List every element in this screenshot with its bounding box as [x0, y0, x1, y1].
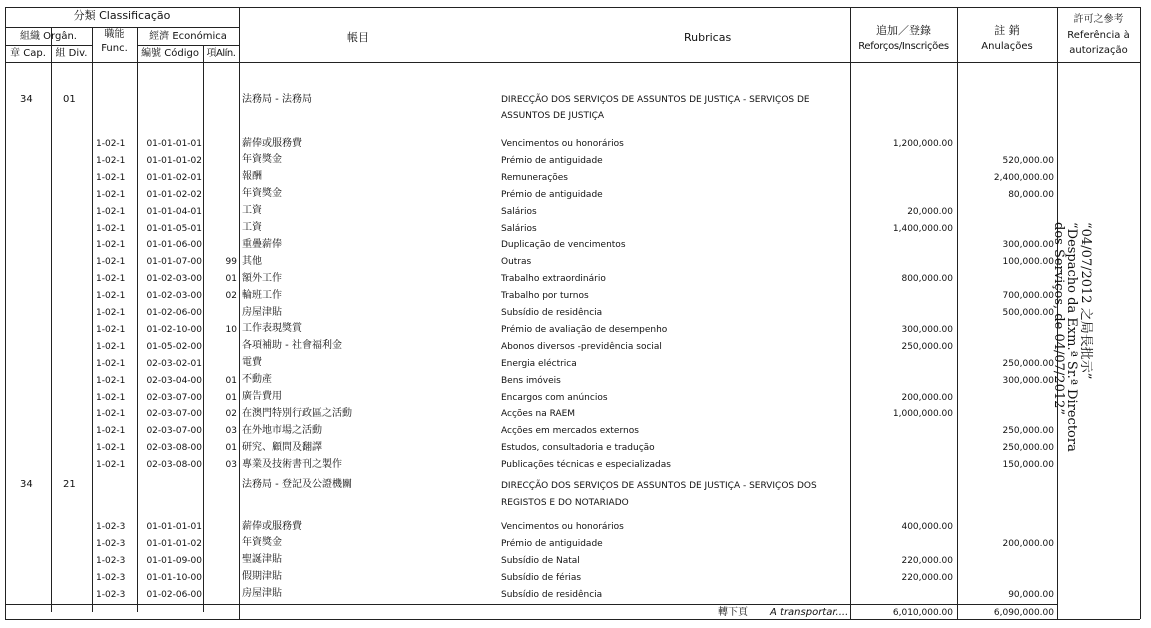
header-codigo: 編號 Código: [141, 48, 199, 59]
row-func: 1-02-1: [96, 341, 126, 352]
grid-line: [5, 7, 1140, 8]
row-code: 02-03-07-00: [146, 426, 202, 437]
row-rubrica-pt: Encargos com anúncios: [501, 392, 608, 403]
row-rubrica-pt: Outras: [501, 257, 532, 268]
row-code: 02-03-04-00: [146, 375, 202, 386]
row-rubrica-zh: 工資: [242, 222, 262, 233]
row-code: 01-02-03-00: [146, 291, 202, 302]
row-anulacoes: 90,000.00: [1008, 589, 1054, 600]
row-rubrica-zh: 額外工作: [242, 272, 282, 284]
row-rubrica-pt: Subsídio de Natal: [501, 555, 580, 566]
row-rubrica-zh: 電費: [242, 357, 262, 369]
row-rubrica-zh: 年資獎金: [242, 188, 282, 200]
grid-line: [5, 27, 239, 28]
row-func: 1-02-1: [96, 206, 126, 217]
row-func: 1-02-1: [96, 155, 126, 166]
row-rubrica-zh: 工作表現獎賞: [242, 323, 302, 335]
authorization-reference: [1051, 222, 1093, 452]
row-alinea: 03: [225, 460, 237, 471]
row-anulacoes: 250,000.00: [1002, 443, 1054, 454]
row-rubrica-zh: 研究、顧問及翻譯: [242, 441, 322, 453]
row-func: 1-02-3: [96, 589, 126, 600]
footer-total-anulacoes: 6,090,000.00: [993, 608, 1054, 618]
row-code: 02-03-02-01: [146, 358, 202, 369]
row-func: 1-02-3: [96, 572, 126, 583]
row-code: 02-03-07-00: [146, 409, 202, 420]
row-code: 01-02-06-00: [146, 308, 202, 318]
group-name-zh: 法務局 - 登記及公證機關: [242, 479, 352, 490]
row-code: 01-01-02-02: [146, 189, 202, 200]
row-code: 01-01-04-01: [146, 206, 202, 217]
row-rubrica-pt: Remunerações: [501, 172, 568, 183]
group-capitulo: 34: [20, 479, 33, 490]
row-anulacoes: 520,000.00: [1002, 155, 1054, 166]
row-rubrica-zh: 在外地市場之活動: [242, 424, 322, 436]
row-code: 01-01-09-00: [146, 555, 202, 566]
row-func: 1-02-1: [96, 223, 126, 234]
row-func: 1-02-1: [96, 172, 126, 183]
row-code: 01-01-01-01: [146, 139, 202, 149]
row-anulacoes: 2,400,000.00: [993, 172, 1054, 183]
row-rubrica-zh: 聖誕津貼: [242, 554, 282, 566]
header-reforcos-pt: Reforços/Inscrições: [858, 41, 949, 52]
row-alinea: 03: [225, 426, 237, 437]
row-reforcos: 1,000,000.00: [892, 409, 953, 420]
row-reforcos: 220,000.00: [901, 555, 953, 566]
row-reforcos: 220,000.00: [901, 572, 953, 583]
row-func: 1-02-1: [96, 274, 126, 285]
row-code: 01-01-01-01: [146, 522, 202, 532]
grid-line: [1140, 7, 1141, 619]
group-divisao: 01: [63, 94, 76, 105]
header-anulacoes-pt: Anulações: [981, 41, 1033, 52]
grid-line: [5, 45, 92, 46]
row-code: 01-01-07-00: [146, 257, 202, 268]
reference-line: “04/07/2012 之局長批示”: [1078, 222, 1093, 380]
row-rubrica-pt: Vencimentos ou honorários: [501, 522, 624, 532]
row-reforcos: 200,000.00: [901, 392, 953, 403]
row-rubrica-zh: 在澳門特別行政區之活動: [242, 407, 352, 419]
row-alinea: 02: [225, 409, 237, 420]
header-referencia-zh: 許可之參考: [1073, 14, 1124, 25]
row-func: 1-02-1: [96, 409, 126, 420]
row-reforcos: 300,000.00: [901, 324, 953, 335]
row-func: 1-02-1: [96, 240, 126, 251]
row-alinea: 01: [225, 375, 237, 386]
row-func: 1-02-3: [96, 522, 126, 532]
header-organica: 組織 Orgân.: [20, 31, 77, 42]
row-rubrica-zh: 輪班工作: [242, 289, 282, 301]
row-rubrica-pt: Trabalho extraordinário: [501, 274, 606, 285]
row-alinea: 01: [225, 443, 237, 454]
row-rubrica-zh: 房屋津貼: [242, 306, 282, 318]
row-code: 01-01-06-00: [146, 240, 202, 251]
row-rubrica-pt: Salários: [501, 223, 537, 234]
row-func: 1-02-1: [96, 291, 126, 302]
footer-total-reforcos: 6,010,000.00: [892, 608, 953, 618]
row-rubrica-zh: 報酬: [242, 171, 262, 183]
grid-line: [51, 27, 52, 612]
row-rubrica-zh: 其他: [242, 255, 262, 267]
row-rubrica-pt: Subsídio de residência: [501, 589, 603, 600]
row-alinea: 01: [225, 392, 237, 403]
grid-line: [5, 619, 1140, 620]
row-anulacoes: 250,000.00: [1002, 426, 1054, 437]
group-capitulo: 34: [20, 94, 33, 105]
row-rubrica-zh: 各項補助 - 社會福利金: [242, 340, 342, 352]
row-code: 01-01-01-02: [146, 155, 202, 166]
header-funcional-pt: Func.: [101, 43, 128, 54]
row-rubrica-pt: Prémio de antiguidade: [501, 538, 603, 549]
header-rubricas-pt: Rubricas: [684, 31, 732, 44]
row-reforcos: 800,000.00: [901, 274, 953, 285]
row-func: 1-02-1: [96, 308, 126, 318]
row-rubrica-pt: Acções na RAEM: [501, 409, 576, 420]
row-rubrica-pt: Acções em mercados externos: [501, 426, 639, 437]
row-rubrica-zh: 廣告費用: [242, 391, 282, 402]
row-rubrica-zh: 重疊薪俸: [242, 238, 282, 250]
row-rubrica-pt: Prémio de antiguidade: [501, 155, 603, 166]
row-rubrica-pt: Trabalho por turnos: [501, 291, 589, 302]
row-reforcos: 250,000.00: [901, 341, 953, 352]
row-rubrica-pt: Subsídio de férias: [501, 572, 582, 583]
row-alinea: 01: [225, 274, 237, 285]
row-rubrica-zh: 房屋津貼: [242, 588, 282, 600]
row-func: 1-02-1: [96, 375, 126, 386]
row-reforcos: 1,200,000.00: [892, 139, 953, 149]
row-code: 02-03-07-00: [146, 392, 202, 403]
row-code: 02-03-08-00: [146, 460, 202, 471]
row-func: 1-02-1: [96, 189, 126, 200]
row-reforcos: 400,000.00: [901, 522, 953, 532]
header-reforcos-zh: 追加／登錄: [876, 24, 931, 37]
row-rubrica-zh: 年資獎金: [242, 537, 282, 549]
row-func: 1-02-1: [96, 443, 126, 454]
header-divisao: 組 Div.: [55, 48, 88, 59]
row-code: 01-01-05-01: [146, 223, 202, 234]
row-anulacoes: 700,000.00: [1002, 291, 1054, 302]
header-capitulo: 章 Cap.: [10, 48, 46, 59]
row-code: 01-02-03-00: [146, 274, 202, 285]
row-rubrica-zh: 薪俸或服務費: [242, 137, 302, 149]
group-name-pt: DIRECÇÃO DOS SERVIÇOS DE ASSUNTOS DE JUSTIÇA - SERVIÇOS DE: [501, 95, 810, 105]
row-rubrica-pt: Bens imóveis: [501, 375, 561, 386]
row-reforcos: 20,000.00: [907, 206, 953, 217]
group-name-pt: DIRECÇÃO DOS SERVIÇOS DE ASSUNTOS DE JUSTIÇA - SERVIÇOS DOS: [501, 481, 817, 491]
row-anulacoes: 80,000.00: [1008, 189, 1054, 200]
row-func: 1-02-1: [96, 392, 126, 403]
row-rubrica-zh: 不動產: [242, 374, 272, 386]
row-alinea: 02: [225, 291, 237, 302]
row-func: 1-02-1: [96, 460, 126, 471]
group-name-pt: ASSUNTOS DE JUSTIÇA: [501, 111, 605, 121]
row-anulacoes: 300,000.00: [1002, 375, 1054, 386]
header-funcional-zh: 職能: [104, 29, 125, 40]
grid-line: [239, 7, 240, 619]
row-anulacoes: 250,000.00: [1002, 358, 1054, 369]
header-alinea: 項Alín.: [206, 48, 236, 59]
header-referencia-pt1: Referência à: [1067, 30, 1130, 41]
row-rubrica-zh: 工資: [242, 205, 262, 217]
grid-line: [137, 27, 138, 612]
footer-label-zh: 轉下頁: [718, 607, 748, 618]
row-func: 1-02-1: [96, 139, 126, 149]
row-func: 1-02-1: [96, 257, 126, 268]
row-func: 1-02-1: [96, 358, 126, 369]
row-rubrica-zh: 專業及技術書刊之製作: [242, 458, 342, 470]
row-rubrica-pt: Abonos diversos -previdência social: [501, 341, 662, 352]
group-divisao: 21: [63, 479, 76, 490]
grid-line: [5, 62, 1140, 63]
header-economica: 經濟 Económica: [149, 31, 227, 42]
row-anulacoes: 150,000.00: [1002, 460, 1054, 471]
row-func: 1-02-1: [96, 426, 126, 437]
row-alinea: 99: [225, 257, 237, 268]
reference-line: dos Serviços, de 04/07/2012”: [1051, 222, 1066, 416]
row-rubrica-pt: Energia eléctrica: [501, 358, 577, 369]
row-func: 1-02-3: [96, 538, 126, 549]
row-rubrica-pt: Vencimentos ou honorários: [501, 139, 624, 149]
row-code: 01-02-06-00: [146, 589, 202, 600]
row-rubrica-pt: Estudos, consultadoria e tradução: [501, 443, 655, 454]
row-rubrica-pt: Publicações técnicas e especializadas: [501, 460, 671, 471]
row-code: 01-05-02-00: [146, 341, 202, 352]
row-rubrica-zh: 假期津貼: [242, 571, 282, 583]
row-code: 02-03-08-00: [146, 443, 202, 454]
row-anulacoes: 300,000.00: [1002, 240, 1054, 251]
row-anulacoes: 500,000.00: [1002, 308, 1054, 318]
row-code: 01-02-10-00: [146, 324, 202, 335]
footer-label-pt: A transportar....: [770, 607, 849, 618]
row-code: 01-01-10-00: [146, 572, 202, 583]
row-code: 01-01-01-02: [146, 538, 202, 549]
grid-line: [137, 45, 239, 46]
row-rubrica-pt: Prémio de avaliação de desempenho: [501, 324, 668, 335]
row-anulacoes: 100,000.00: [1002, 257, 1054, 268]
header-anulacoes-zh: 註 銷: [994, 24, 1020, 37]
group-name-pt: REGISTOS E DO NOTARIADO: [501, 498, 629, 508]
header-referencia-pt2: autorização: [1069, 45, 1128, 56]
row-alinea: 10: [225, 324, 237, 335]
grid-line: [5, 7, 6, 619]
row-rubrica-zh: 年資獎金: [242, 154, 282, 166]
row-func: 1-02-1: [96, 324, 126, 335]
header-classificacao: 分類 Classificação: [73, 9, 171, 22]
row-anulacoes: 200,000.00: [1002, 538, 1054, 549]
row-code: 01-01-02-01: [146, 172, 202, 183]
grid-line: [92, 27, 93, 612]
group-name-zh: 法務局 - 法務局: [242, 94, 312, 105]
row-reforcos: 1,400,000.00: [892, 223, 953, 234]
row-rubrica-pt: Salários: [501, 206, 537, 217]
header-rubricas-zh: 帳目: [347, 31, 369, 44]
row-rubrica-zh: 薪俸或服務費: [242, 520, 302, 532]
row-func: 1-02-3: [96, 555, 126, 566]
grid-line: [5, 604, 1057, 605]
row-rubrica-pt: Duplicação de vencimentos: [501, 240, 626, 251]
row-rubrica-pt: Subsídio de residência: [501, 308, 603, 318]
reference-line: “Despacho da Exm.ª Sr.ª Directora: [1064, 222, 1079, 452]
row-rubrica-pt: Prémio de antiguidade: [501, 189, 603, 200]
